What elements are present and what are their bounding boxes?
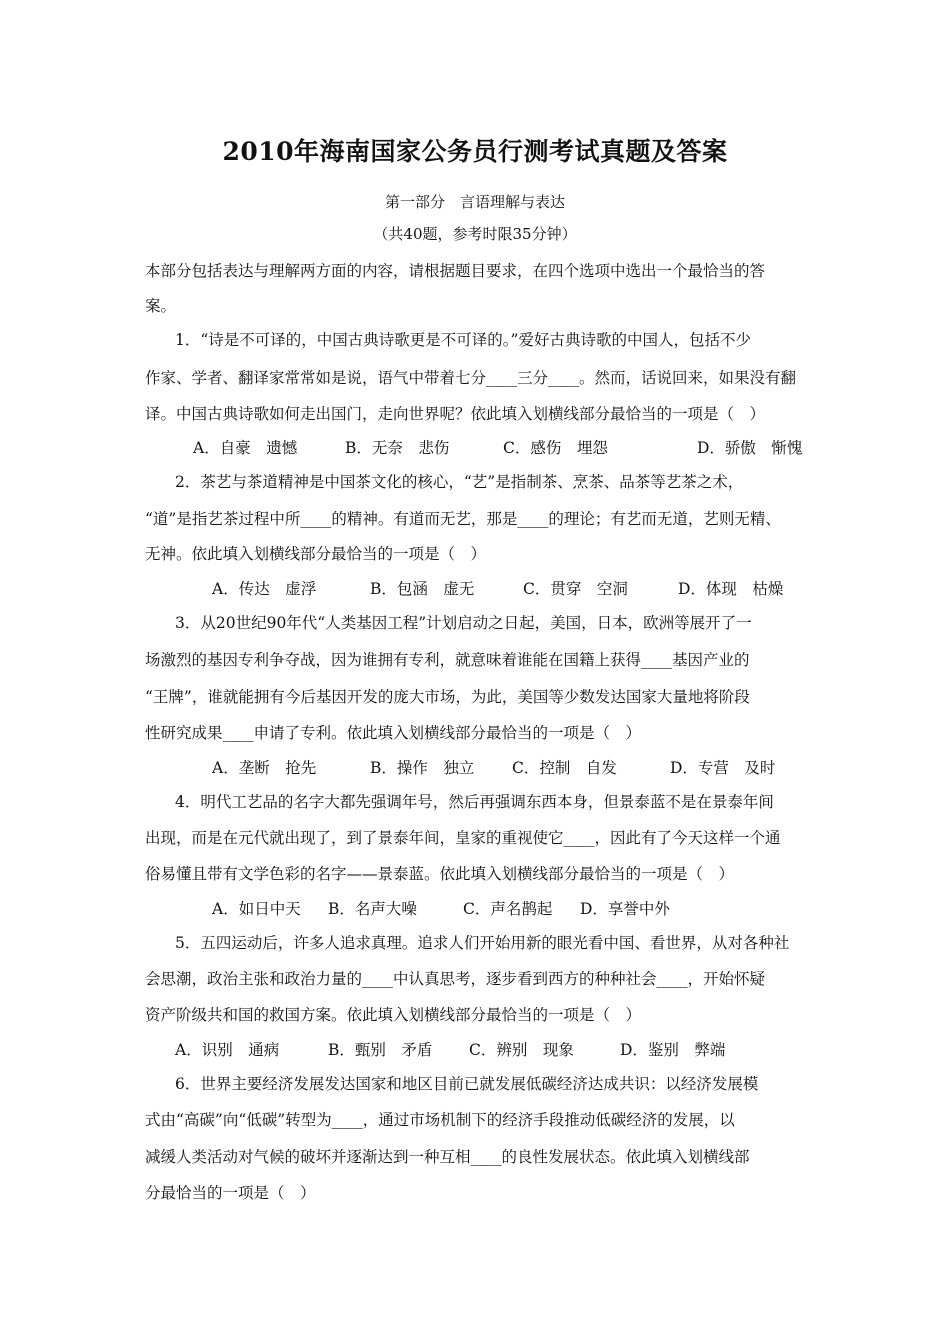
question-4-line: 出现，而是在元代就出现了，到了景泰年间，皇家的重视使它____，因此有了今天这样一个通 bbox=[145, 829, 781, 847]
question-2-line: 无神。依此填入划横线部分最恰当的一项是（ ） bbox=[145, 545, 487, 563]
question-4-option-b: B．名声大噪 bbox=[328, 900, 417, 918]
question-4-line: 4．明代工艺品的名字大都先强调年号，然后再强调东西本身，但景泰蓝不是在景泰年间 bbox=[175, 793, 774, 811]
question-3-option-a: A．垄断 抢先 bbox=[212, 759, 317, 777]
intro-line: 本部分包括表达与理解两方面的内容，请根据题目要求，在四个选项中选出一个最恰当的答 bbox=[145, 262, 766, 280]
question-5-option-a: A．识别 通病 bbox=[175, 1041, 280, 1059]
question-5-option-b: B．甄别 矛盾 bbox=[328, 1041, 433, 1059]
question-3-option-d: D．专营 及时 bbox=[670, 759, 776, 777]
intro-line: 案。 bbox=[145, 297, 177, 315]
question-6-line: 6．世界主要经济发展发达国家和地区目前已就发展低碳经济达成共识：以经济发展模 bbox=[175, 1075, 759, 1093]
question-1-option-d: D．骄傲 惭愧 bbox=[697, 439, 803, 457]
question-1-line: 译。中国古典诗歌如何走出国门，走向世界呢？依此填入划横线部分最恰当的一项是（ ） bbox=[145, 405, 766, 423]
question-2-line: “道”是指艺茶过程中所____的精神。有道而无艺，那是____的理论；有艺而无道，艺则无精、 bbox=[145, 510, 781, 528]
section-note: （共40题，参考时限35分钟） bbox=[373, 225, 577, 243]
question-3-line: 3．从20世纪90年代“人类基因工程”计划启动之日起，美国，日本，欧洲等展开了一 bbox=[175, 614, 752, 632]
document-title: 2010年海南国家公务员行测考试真题及答案 bbox=[222, 137, 728, 166]
question-2-option-b: B．包涵 虚无 bbox=[370, 580, 475, 598]
question-5-line: 会思潮，政治主张和政治力量的____中认真思考，逐步看到西方的种种社会____，开始怀疑 bbox=[145, 970, 766, 988]
question-3-option-c: C．控制 自发 bbox=[512, 759, 617, 777]
question-2-option-c: C．贯穿 空洞 bbox=[523, 580, 628, 598]
question-5-option-d: D．鉴别 弊端 bbox=[620, 1041, 726, 1059]
question-6-line: 分最恰当的一项是（ ） bbox=[145, 1184, 316, 1202]
question-1-line: 作家、学者、翻译家常常如是说，语气中带着七分____三分____。然而，话说回来，如果没有翻 bbox=[145, 369, 797, 387]
question-2-option-d: D．体现 枯燥 bbox=[678, 580, 784, 598]
question-1-option-b: B．无奈 悲伤 bbox=[345, 439, 450, 457]
question-3-line: 性研究成果____申请了专利。依此填入划横线部分最恰当的一项是（ ） bbox=[145, 724, 642, 742]
question-1-line: 1．“诗是不可译的，中国古典诗歌更是不可译的。”爱好古典诗歌的中国人，包括不少 bbox=[175, 331, 751, 349]
section-heading: 第一部分 言语理解与表达 bbox=[384, 193, 565, 211]
question-4-option-c: C．声名鹊起 bbox=[463, 900, 553, 918]
question-1-option-c: C．感伤 埋怨 bbox=[503, 439, 608, 457]
question-3-line: 场激烈的基因专利争夺战，因为谁拥有专利，就意味着谁能在国籍上获得____基因产业的 bbox=[145, 651, 750, 669]
question-2-option-a: A．传达 虚浮 bbox=[212, 580, 317, 598]
question-6-line: 式由“高碳”向“低碳”转型为____，通过市场机制下的经济手段推动低碳经济的发展，以 bbox=[145, 1111, 735, 1129]
question-1-option-a: A．自豪 遗憾 bbox=[193, 439, 298, 457]
question-6-line: 减缓人类活动对气候的破坏并逐渐达到一种互相____的良性发展状态。依此填入划横线部 bbox=[145, 1148, 750, 1166]
question-3-option-b: B．操作 独立 bbox=[370, 759, 475, 777]
question-4-line: 俗易懂且带有文学色彩的名字——景泰蓝。依此填入划横线部分最恰当的一项是（ ） bbox=[145, 865, 735, 883]
question-5-line: 5．五四运动后，许多人追求真理。追求人们开始用新的眼光看中国、看世界，从对各种社 bbox=[175, 934, 790, 952]
question-5-line: 资产阶级共和国的救国方案。依此填入划横线部分最恰当的一项是（ ） bbox=[145, 1006, 642, 1024]
question-4-option-a: A．如日中天 bbox=[212, 900, 301, 918]
question-4-option-d: D．享誉中外 bbox=[580, 900, 670, 918]
question-3-line: “王牌”，谁就能拥有今后基因开发的庞大市场，为此，美国等少数发达国家大量地将阶段 bbox=[145, 688, 750, 706]
question-2-line: 2．茶艺与茶道精神是中国茶文化的核心，“艺”是指制茶、烹茶、品茶等艺茶之术， bbox=[175, 473, 744, 491]
question-5-option-c: C．辨别 现象 bbox=[469, 1041, 574, 1059]
